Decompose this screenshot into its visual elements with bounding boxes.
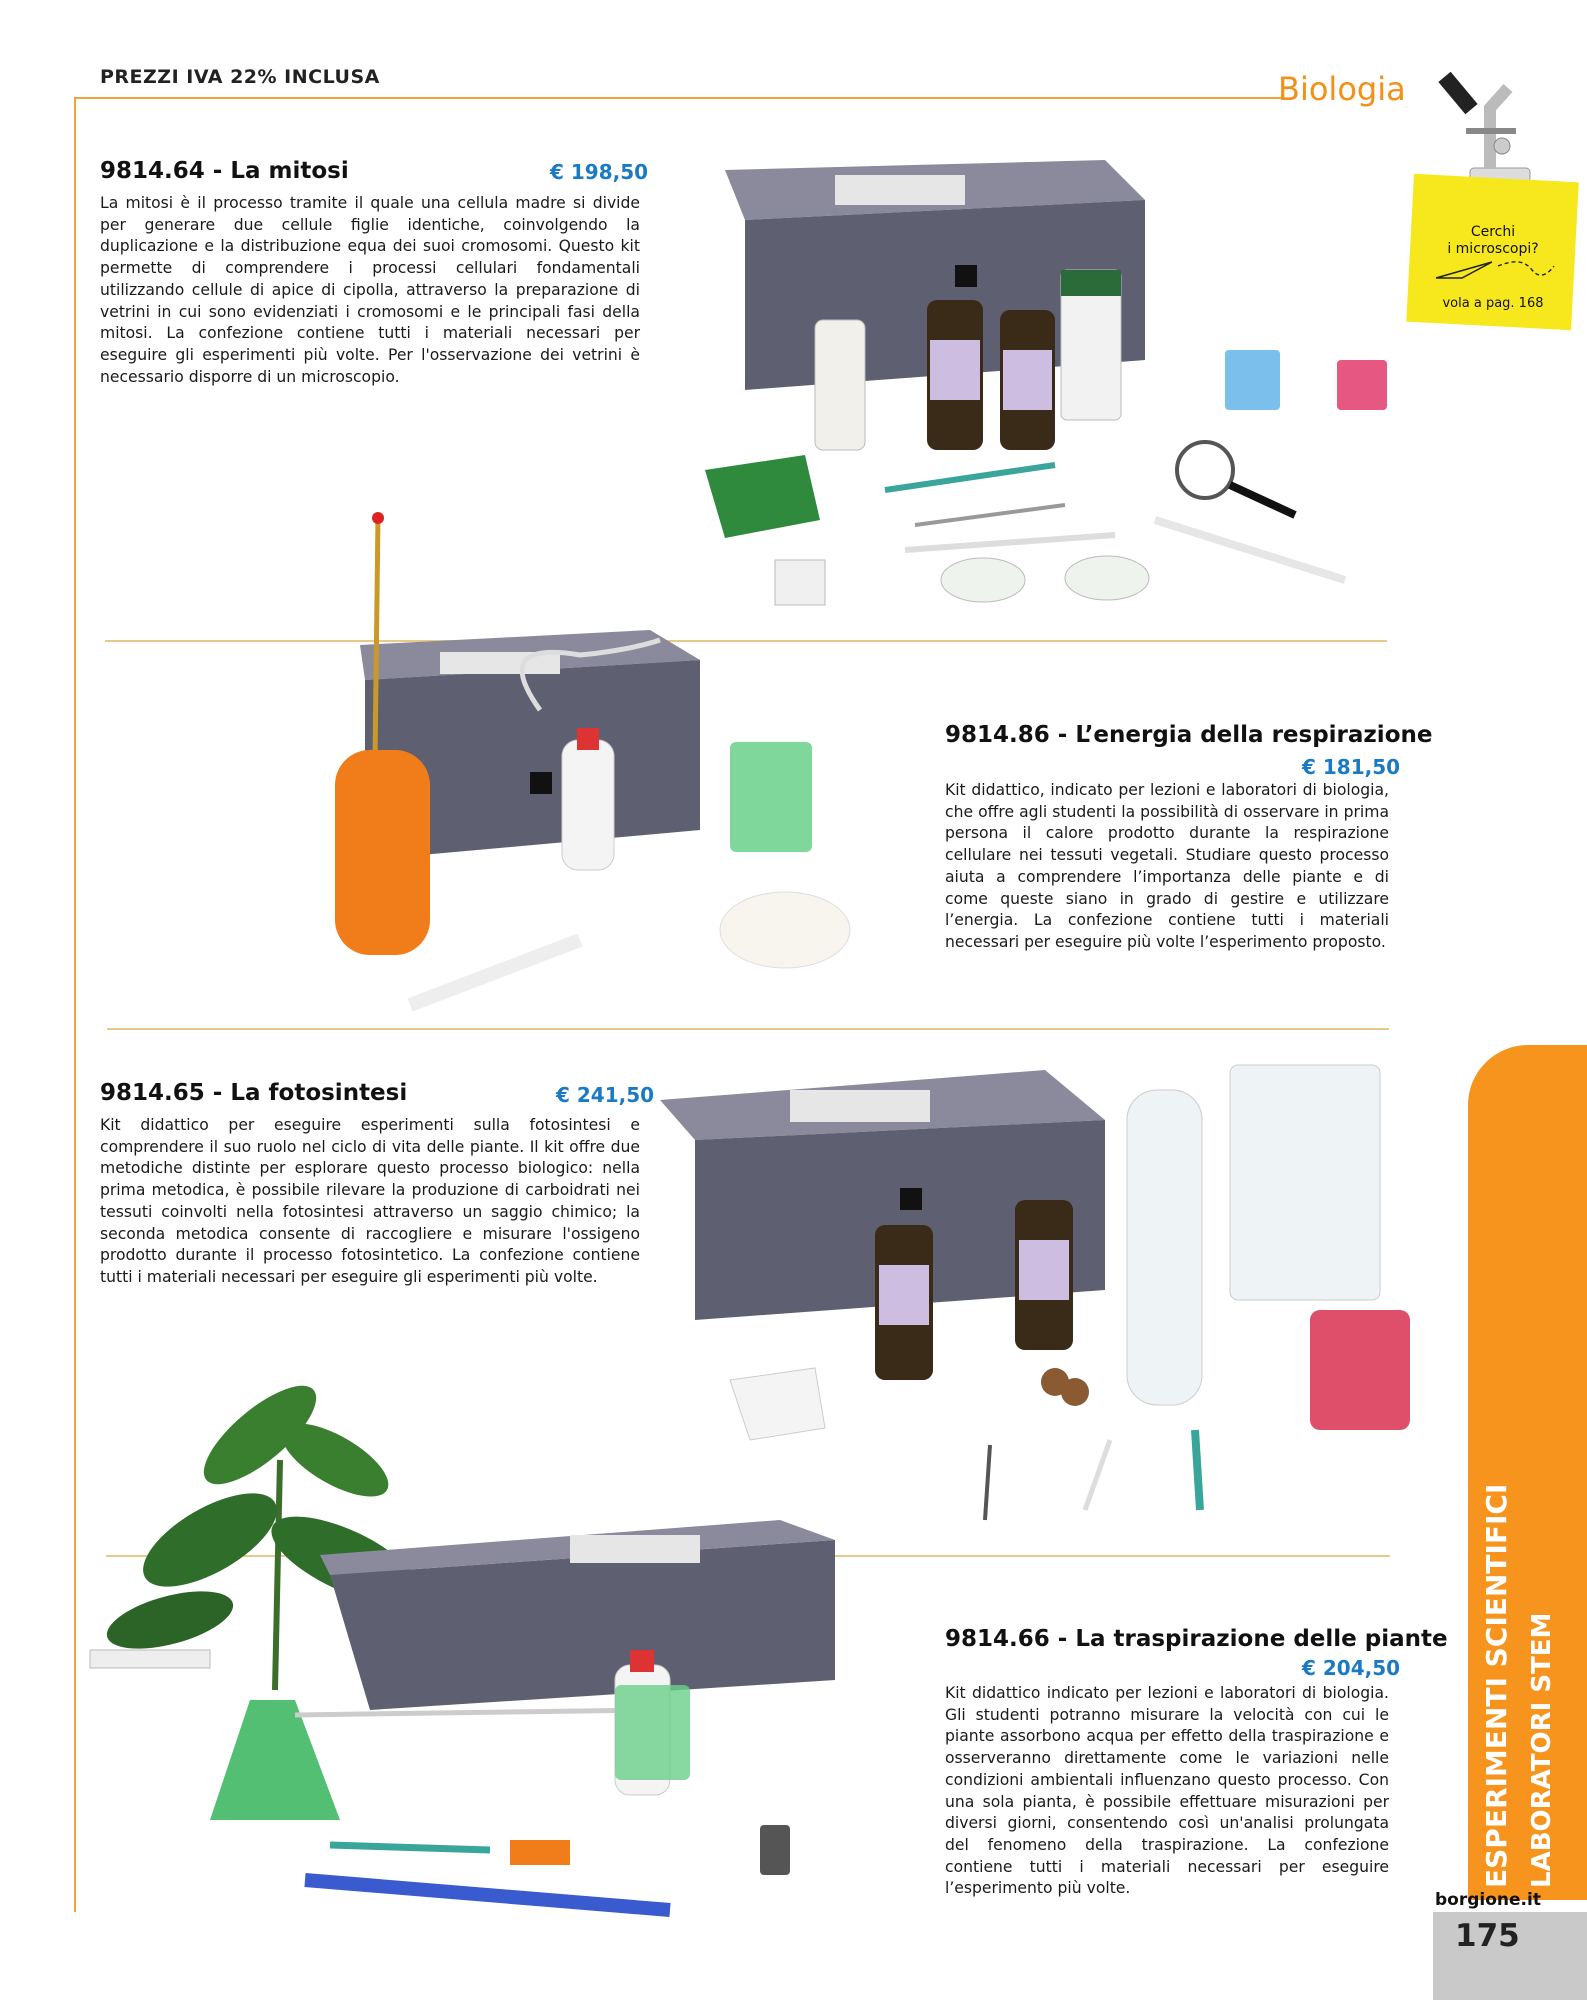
product-description: Kit didattico per eseguire esperimenti sulla fotosintesi e comprendere il suo ruolo nel ciclo di vita delle piante. Il kit offre due metodiche distinte per esplorare questo processo biologico: nella prima metodica, è possibile rilevare la produzione di carboidrati nei tessuti coinvolti nella fotosintesi attraverso un saggio chimico; la seconda metodica consente di raccogliere e misurare l'ossigeno prodotto durante il processo fotosintetico. La confezione contiene tutti i materiali necessari per eseguire gli esperimenti più volte. bbox=[100, 1116, 640, 1286]
product-name: La traspirazione delle piante bbox=[1075, 1626, 1448, 1652]
site-link[interactable]: borgione.it bbox=[1435, 1890, 1541, 1910]
product-description: La mitosi è il processo tramite il quale una cellula madre si divide per generare due cellule figlie identiche, coinvolgendo la duplicazione e la distribuzione equa dei suoi cromosomi. Questo kit permette di comprendere i processi cellulari fondamentali utilizzando cellule di apice di cipolla, attraverso la preparazione di vetrini in cui sono evidenziati i cromosomi e le principali fasi della mitosi. La confezione contiene tutti i materiali necessari per eseguire gli esperimenti più volte. Per l'osservazione dei vetrini è necessario disporre di un microscopio. bbox=[100, 194, 640, 386]
badge-line2: i microscopi? bbox=[1447, 241, 1539, 257]
product-code: 9814.86 bbox=[945, 722, 1050, 748]
badge-line1: Cerchi bbox=[1470, 224, 1516, 240]
product-title-traspirazione: 9814.66 - La traspirazione delle piante bbox=[945, 1626, 1448, 1652]
product-title-respirazione: 9814.86 - L’energia della respirazione bbox=[945, 722, 1433, 748]
badge-text[interactable] bbox=[1408, 224, 1578, 258]
product-price: € 181,50 bbox=[1302, 755, 1401, 779]
product-name: L’energia della respirazione bbox=[1075, 722, 1433, 748]
tab-label-laboratori: LABORATORI STEM bbox=[1527, 1612, 1557, 1888]
product-description: Kit didattico, indicato per lezioni e laboratori di biologia, che offre agli studenti la possibilità di osservare in prima persona il calore prodotto durante la respirazione cellulare nei tessuti vegetali. Studiare questo processo aiuta a comprendere l’importanza delle piante e di come queste siano in grado di gestire e utilizzare l’energia. La confezione contiene tutti i materiali necessari per eseguire più volte l’esperimento proposto. bbox=[945, 781, 1389, 951]
product-title-mitosi: 9814.64 - La mitosi bbox=[100, 158, 349, 184]
divider bbox=[107, 1028, 1389, 1030]
respirazione-kit-image bbox=[330, 510, 950, 1020]
product-code: 9814.66 bbox=[945, 1626, 1050, 1652]
product-code: 9814.65 bbox=[100, 1080, 205, 1106]
paper-plane-icon bbox=[1432, 256, 1562, 284]
header-title: PREZZI IVA 22% INCLUSA bbox=[100, 66, 380, 88]
traspirazione-kit-image bbox=[90, 1380, 930, 1940]
microscope-icon bbox=[1430, 68, 1540, 188]
badge-page-ref[interactable]: vola a pag. 168 bbox=[1442, 296, 1544, 311]
product-title-fotosintesi: 9814.65 - La fotosintesi bbox=[100, 1080, 408, 1106]
product-name: La mitosi bbox=[230, 158, 349, 184]
product-description: Kit didattico indicato per lezioni e laboratori di biologia. Gli studenti potranno misurare la velocità con cui le piante assorbono acqua per effetto della traspirazione e osserveranno direttamente come le variazioni nelle condizioni ambientali influenzano questo processo. Con una sola pianta, è possibile effettuare misurazioni per diversi giorni, consentendo così un'analisi prolungata del fenomeno della traspirazione. La confezione contiene tutti i materiali necessari per eseguire l’esperimento più volte. bbox=[945, 1684, 1389, 1898]
left-rule bbox=[74, 97, 76, 1912]
header-rule bbox=[76, 97, 1284, 99]
page-number: 175 bbox=[1455, 1918, 1520, 1954]
tab-label-esperimenti: ESPERIMENTI SCIENTIFICI bbox=[1480, 1483, 1513, 1888]
section-label: Biologia bbox=[1278, 70, 1406, 108]
product-name: La fotosintesi bbox=[230, 1080, 408, 1106]
product-code: 9814.64 bbox=[100, 158, 205, 184]
product-price: € 241,50 bbox=[556, 1083, 655, 1107]
product-price: € 204,50 bbox=[1302, 1656, 1401, 1680]
product-price: € 198,50 bbox=[550, 160, 649, 184]
